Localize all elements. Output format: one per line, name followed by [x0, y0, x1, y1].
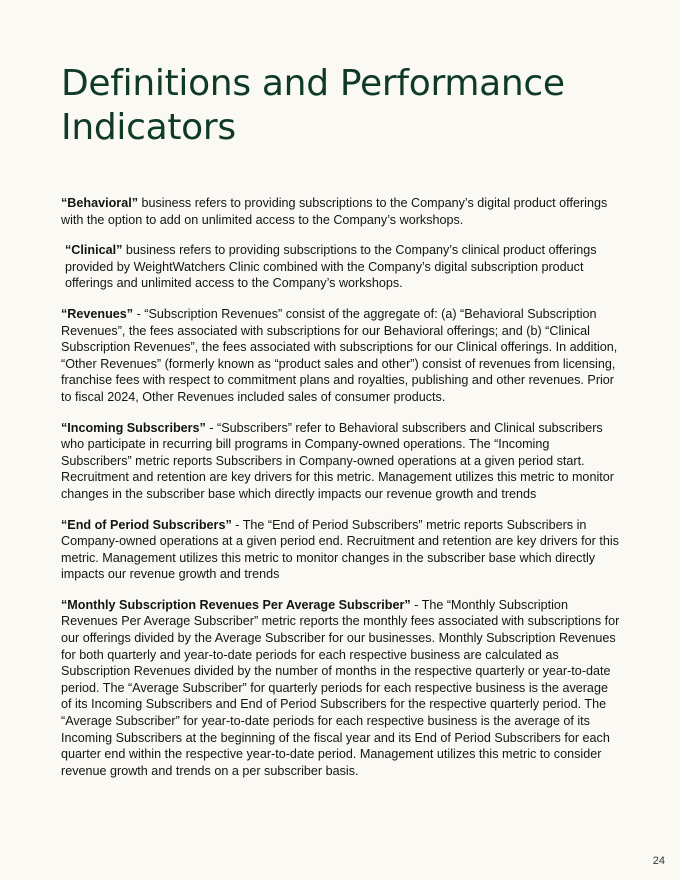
definition-text: - “Subscribers” refer to Behavioral subscribers and Clinical subscribers who participate in recurring bill programs in Company-owned operations. The “Incoming Subscribers” metric reports Subscribers in Company-owned operations at a given period start. Recruitment and retention are key drivers for this metric. Management utilizes this metric to monitor changes in the subscriber base which directly impacts our revenue growth and trends	[61, 420, 614, 501]
definition-monthly-revenue-per-average-subscriber	[61, 597, 621, 780]
definition-text: - The “Monthly Subscription Revenues Per Average Subscriber” metric reports the monthly fees associated with subscriptions for our offerings divided by the Average Subscriber for our businesses. Monthly Subscription Revenues for both quarterly and year-to-date periods for each respective business are calculated as Subscription Revenues divided by the number of months in the respective quarterly or year-to-date period. The “Average Subscriber” for quarterly periods for each respective business is the average of its Incoming Subscribers and End of Period Subscribers for the respective quarterly period. The “Average Subscriber” for year-to-date periods for each respective business is the average of its Incoming Subscribers at the beginning of the fiscal year and its End of Period Subscribers for each quarter end within the respective year-to-date period. Management utilizes this metric to consider revenue growth and trends on a per subscriber basis.	[61, 597, 620, 778]
page-title: Definitions and Performance Indicators	[61, 63, 565, 148]
definition-incoming-subscribers	[61, 420, 621, 503]
definition-clinical	[61, 242, 621, 292]
definition-term: “End of Period Subscribers”	[61, 517, 232, 532]
definition-text: - “Subscription Revenues” consist of the aggregate of: (a) “Behavioral Subscription Revenues”, the fees associated with subscriptions for our Behavioral offerings; and (b) “Clinical Subscription Revenues”, the fees associated with subscriptions for our Clinical offerings. In addition, “Other Revenues” (formerly known as “product sales and other”) consist of revenues from licensing, franchise fees with respect to commitment plans and royalties, publishing and other revenues. Prior to fiscal 2024, Other Revenues included sales of consumer products.	[61, 306, 618, 404]
definition-term: “Clinical”	[65, 243, 123, 258]
definition-term: “Behavioral”	[61, 196, 138, 210]
definition-revenues	[61, 306, 621, 406]
definitions-list	[61, 195, 621, 793]
definition-text: business refers to providing subscriptions to the Company’s clinical product offerings provided by WeightWatchers Clinic combined with the Company’s digital subscription product offerings and unlimited access to the Company’s workshops.	[65, 243, 597, 291]
definition-term: “Incoming Subscribers”	[61, 420, 206, 435]
definition-text: business refers to providing subscriptions to the Company’s digital product offerings with the option to add on unlimited access to the Company’s workshops.	[61, 196, 608, 227]
page-number: 24	[652, 855, 665, 867]
definition-term: “Revenues”	[61, 306, 134, 321]
definition-term: “Monthly Subscription Revenues Per Average Subscriber”	[61, 597, 411, 612]
definition-end-of-period-subscribers	[61, 517, 621, 583]
definition-text: - The “End of Period Subscribers” metric reports Subscribers in Company-owned operations at a given period end. Recruitment and retention are key drivers for this metric. Management utilizes this metric to monitor changes in the subscriber base which directly impacts our revenue growth and trends	[61, 517, 619, 582]
definition-behavioral	[61, 195, 621, 228]
